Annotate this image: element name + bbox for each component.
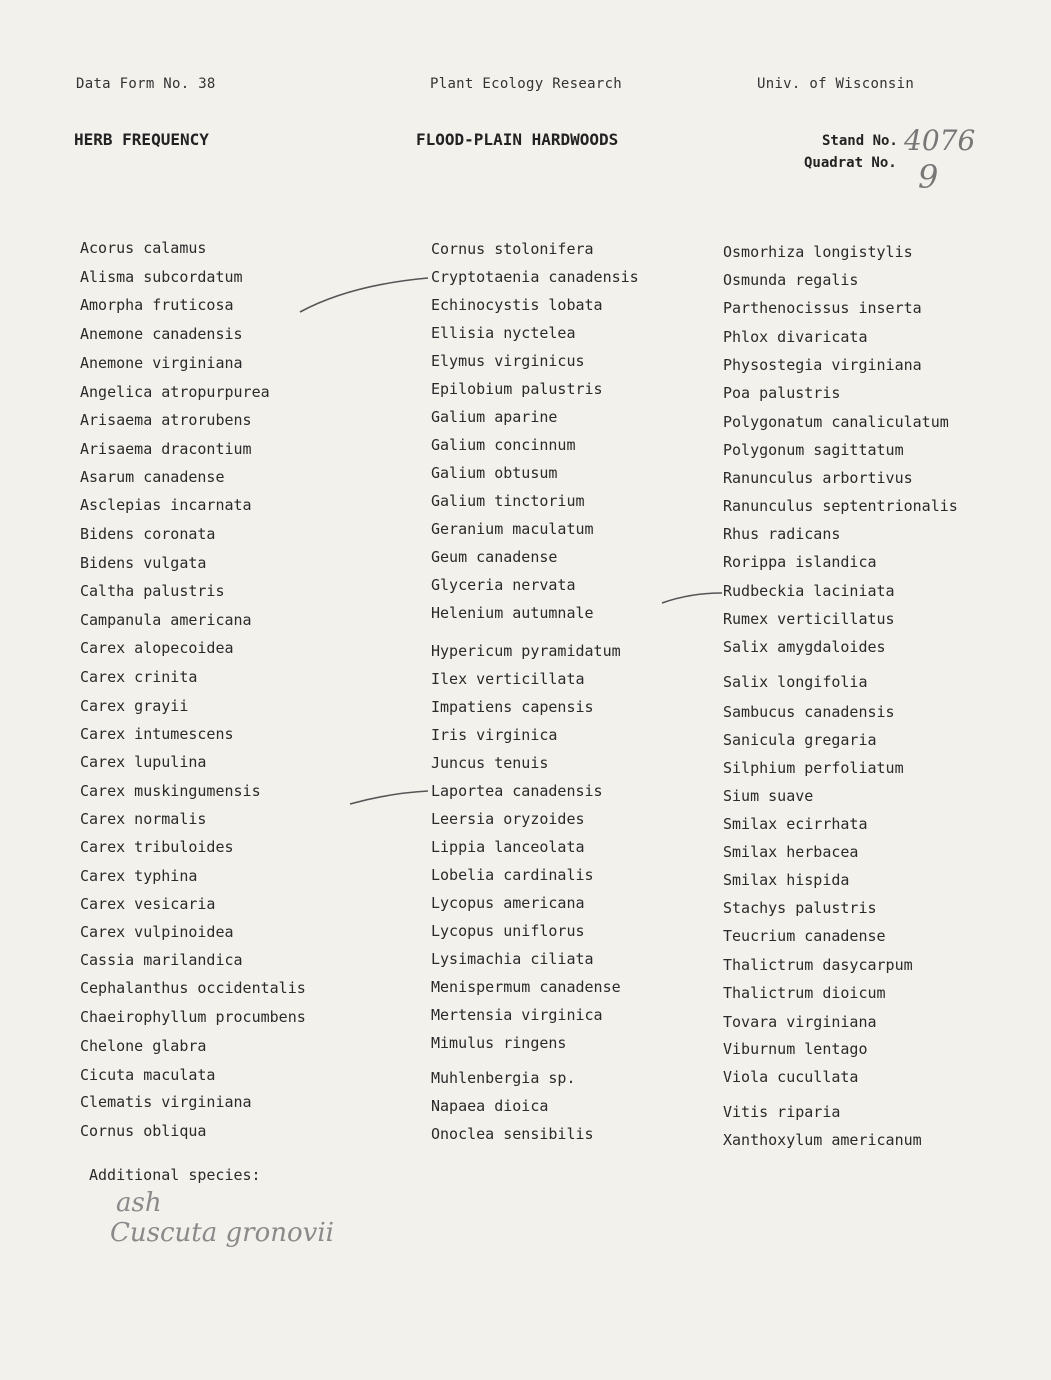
species-item: Galium tinctorium [431,492,585,510]
species-item: Viola cucullata [723,1068,859,1086]
species-item: Ranunculus arbortivus [723,469,913,487]
form-number: Data Form No. 38 [76,76,216,92]
species-item: Polygonatum canaliculatum [723,413,949,431]
species-item: Carex grayii [80,697,189,715]
species-item: Ilex verticillata [431,670,585,688]
species-item: Osmunda regalis [723,271,859,289]
species-item: Stachys palustris [723,899,877,917]
form-title: HERB FREQUENCY [74,130,209,149]
species-item: Mimulus ringens [431,1034,567,1052]
species-item: Carex intumescens [80,725,234,743]
species-item: Carex alopecoidea [80,639,234,657]
species-item: Smilax herbacea [723,843,859,861]
community-title: FLOOD-PLAIN HARDWOODS [416,130,619,149]
species-item: Galium concinnum [431,436,576,454]
species-item: Chelone glabra [80,1037,207,1055]
species-item: Juncus tenuis [431,754,549,772]
check-mark-laportea [350,791,428,804]
species-item: Rhus radicans [723,525,841,543]
species-item: Menispermum canadense [431,978,621,996]
species-item: Caltha palustris [80,582,225,600]
species-item: Geum canadense [431,548,558,566]
species-item: Campanula americana [80,611,252,629]
species-item: Carex typhina [80,867,198,885]
species-item: Asclepias incarnata [80,496,252,514]
species-item: Sanicula gregaria [723,731,877,749]
species-item: Echinocystis lobata [431,296,603,314]
stand-number-value: 4076 [904,124,976,157]
species-item: Anemone virginiana [80,354,243,372]
species-item: Muhlenbergia sp. [431,1069,576,1087]
species-item: Amorpha fruticosa [80,296,234,314]
species-item: Cornus stolonifera [431,240,594,258]
species-item: Asarum canadense [80,468,225,486]
species-item: Angelica atropurpurea [80,383,270,401]
species-item: Viburnum lentago [723,1040,868,1058]
species-item: Salix amygdaloides [723,638,886,656]
check-mark-rudbeckia [662,593,722,603]
species-item: Elymus virginicus [431,352,585,370]
species-item: Osmorhiza longistylis [723,243,913,261]
species-item: Mertensia virginica [431,1006,603,1024]
species-item: Salix longifolia [723,673,868,691]
species-item: Ranunculus septentrionalis [723,497,958,515]
species-item: Thalictrum dioicum [723,984,886,1002]
species-item: Tovara virginiana [723,1013,877,1031]
stand-number-label: Stand No. [822,133,898,149]
species-item: Lobelia cardinalis [431,866,594,884]
species-item: Lycopus americana [431,894,585,912]
species-item: Acorus calamus [80,239,207,257]
species-item: Smilax ecirrhata [723,815,868,833]
species-item: Impatiens capensis [431,698,594,716]
species-item: Epilobium palustris [431,380,603,398]
species-item: Sium suave [723,787,814,805]
quadrat-number-label: Quadrat No. [804,155,897,171]
species-item: Sambucus canadensis [723,703,895,721]
species-item: Lycopus uniflorus [431,922,585,940]
species-item: Silphium perfoliatum [723,759,904,777]
species-item: Phlox divaricata [723,328,868,346]
species-item: Poa palustris [723,384,841,402]
species-item: Clematis virginiana [80,1093,252,1111]
species-item: Rudbeckia laciniata [723,582,895,600]
species-item: Laportea canadensis [431,782,603,800]
university-heading: Univ. of Wisconsin [757,76,915,92]
species-item: Polygonum sagittatum [723,441,904,459]
species-item: Carex vesicaria [80,895,216,913]
species-item: Bidens vulgata [80,554,207,572]
species-item: Iris virginica [431,726,558,744]
quadrat-number-value: 9 [918,158,939,196]
species-item: Ellisia nyctelea [431,324,576,342]
species-item: Rumex verticillatus [723,610,895,628]
species-item: Glyceria nervata [431,576,576,594]
species-item: Carex lupulina [80,753,207,771]
species-item: Xanthoxylum americanum [723,1131,922,1149]
species-item: Cornus obliqua [80,1122,207,1140]
species-item: Cicuta maculata [80,1066,216,1084]
species-item: Carex muskingumensis [80,782,261,800]
species-item: Carex normalis [80,810,207,828]
species-item: Lippia lanceolata [431,838,585,856]
species-item: Cryptotaenia canadensis [431,268,639,286]
species-item: Leersia oryzoides [431,810,585,828]
species-item: Teucrium canadense [723,927,886,945]
species-item: Arisaema atrorubens [80,411,252,429]
species-item: Galium aparine [431,408,558,426]
species-item: Rorippa islandica [723,553,877,571]
species-item: Cassia marilandica [80,951,243,969]
species-item: Geranium maculatum [431,520,594,538]
species-item: Helenium autumnale [431,604,594,622]
species-item: Alisma subcordatum [80,268,243,286]
research-heading: Plant Ecology Research [430,76,623,92]
species-item: Parthenocissus inserta [723,299,922,317]
additional-species-label: Additional species: [89,1166,261,1184]
species-item: Bidens coronata [80,525,216,543]
species-item: Vitis riparia [723,1103,841,1121]
species-item: Napaea dioica [431,1097,549,1115]
species-item: Cephalanthus occidentalis [80,979,306,997]
handwritten-note-cuscuta: Cuscuta gronovii [110,1218,334,1248]
species-item: Thalictrum dasycarpum [723,956,913,974]
species-item: Onoclea sensibilis [431,1125,594,1143]
species-item: Smilax hispida [723,871,850,889]
species-item: Hypericum pyramidatum [431,642,621,660]
species-item: Chaeirophyllum procumbens [80,1008,306,1026]
species-item: Anemone canadensis [80,325,243,343]
handwritten-note-ash: ash [116,1188,162,1218]
species-item: Carex tribuloides [80,838,234,856]
check-mark-cryptotaenia [300,278,428,312]
species-item: Physostegia virginiana [723,356,922,374]
species-item: Galium obtusum [431,464,558,482]
species-item: Lysimachia ciliata [431,950,594,968]
species-item: Carex vulpinoidea [80,923,234,941]
species-item: Arisaema dracontium [80,440,252,458]
species-item: Carex crinita [80,668,198,686]
